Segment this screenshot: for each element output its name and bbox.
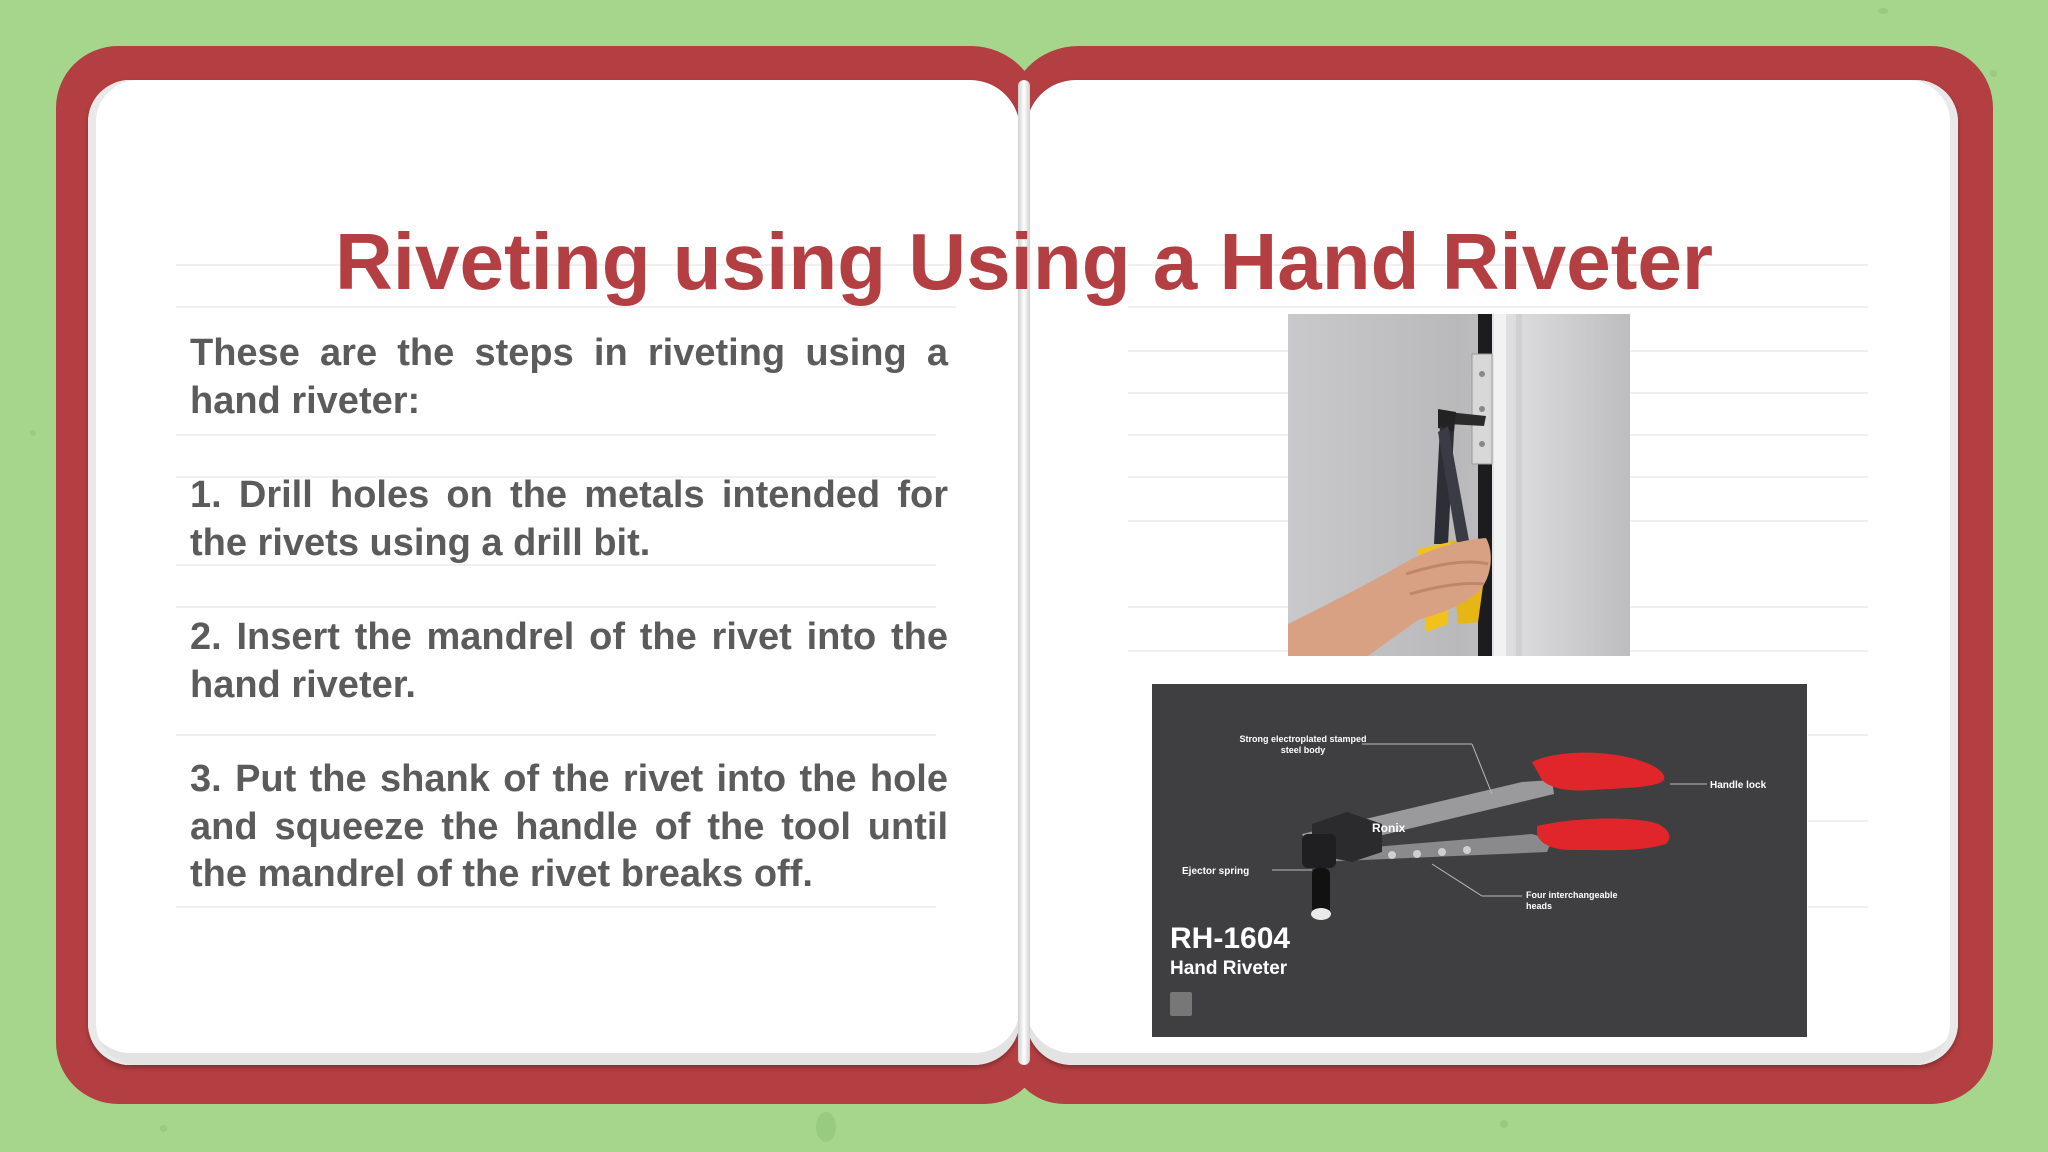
- callout-heads: Four interchangeable heads: [1526, 890, 1618, 911]
- callout-spring: Ejector spring: [1182, 866, 1250, 877]
- step-item: 2. Insert the mandrel of the rivet into the hand riveter.: [190, 616, 948, 706]
- intro-paragraph: These are the steps in riveting using a hand riveter:: [190, 332, 948, 422]
- rh1604-product-photo: [1152, 684, 1807, 1037]
- background-speck: [1990, 70, 1997, 77]
- background-speck: [160, 1125, 167, 1132]
- slide-title: Riveting using Using a Hand Riveter: [334, 217, 1713, 306]
- riveter-product-illustration: [1152, 684, 1807, 1037]
- background-speck: [30, 430, 36, 436]
- background-speck: [1500, 1120, 1508, 1128]
- badge-icon: [1170, 992, 1192, 1016]
- callout-lock: Handle lock: [1710, 780, 1767, 791]
- page-rule: [1808, 906, 1868, 908]
- background-speck: [1878, 8, 1888, 14]
- steps-text-block: [190, 330, 948, 946]
- page-rule: [1808, 820, 1868, 822]
- step-item: 1. Drill holes on the metals intended for the rivets using a drill bit.: [190, 474, 948, 564]
- brand-mark: Ronix: [1372, 821, 1406, 835]
- background-speck: [816, 1112, 836, 1142]
- riveter-usage-illustration: [1288, 314, 1630, 656]
- hand-riveter-in-use-photo: [1288, 314, 1630, 656]
- callout-body: Strong electroplated stamped steel body: [1239, 734, 1367, 755]
- step-item: 3. Put the shank of the rivet into the hole and squeeze the handle of the tool until the mandrel of the rivet breaks off.: [190, 758, 948, 895]
- product-model: RH-1604: [1170, 922, 1291, 955]
- page-rule: [1808, 734, 1868, 736]
- product-name: Hand Riveter: [1170, 958, 1288, 979]
